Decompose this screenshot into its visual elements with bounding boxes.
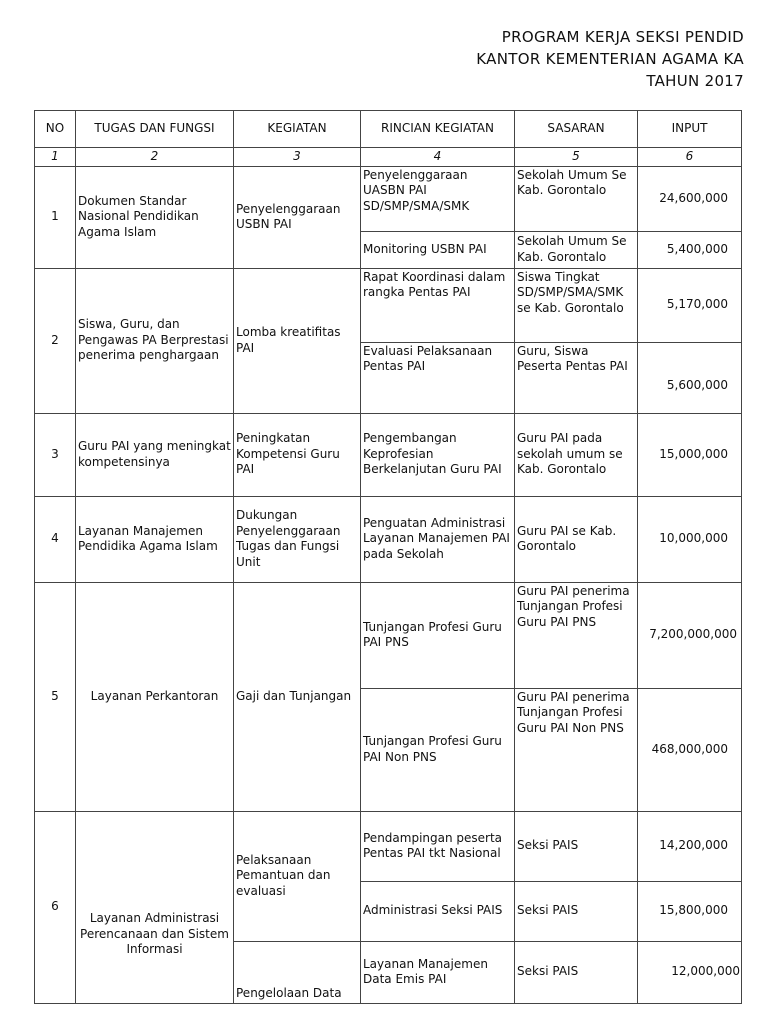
rincian-cell: Pengembangan Keprofesian Berkelanjutan Guru PAI	[361, 413, 515, 496]
table-row	[35, 582, 742, 688]
rincian-cell: Administrasi Seksi PAIS	[361, 881, 515, 941]
column-number: 2	[76, 148, 234, 167]
sasaran-cell: Guru PAI penerima Tunjangan Profesi Guru PAI Non PNS	[515, 688, 638, 811]
row-number: 6	[35, 811, 76, 1003]
column-number: 3	[234, 148, 361, 167]
rincian-cell: Penguatan Administrasi Layanan Manajemen PAI pada Sekolah	[361, 496, 515, 582]
sasaran-cell: Seksi PAIS	[515, 941, 638, 1003]
column-header-kegiatan: KEGIATAN	[234, 111, 361, 148]
table-row	[35, 413, 742, 496]
input-cell: 5,170,000	[638, 268, 742, 342]
sasaran-cell: Guru PAI pada sekolah umum se Kab. Gorontalo	[515, 413, 638, 496]
kegiatan-cell: Penyelenggaraan USBN PAI	[234, 166, 361, 268]
column-header-tugas: TUGAS DAN FUNGSI	[76, 111, 234, 148]
rincian-cell: Monitoring USBN PAI	[361, 231, 515, 268]
work-program-table	[34, 110, 742, 1004]
column-number: 4	[361, 148, 515, 167]
column-number-row	[35, 148, 742, 167]
input-cell: 10,000,000	[638, 496, 742, 582]
input-cell: 12,000,000	[638, 941, 742, 1003]
row-number: 1	[35, 166, 76, 268]
row-number: 5	[35, 582, 76, 811]
sasaran-cell: Guru, Siswa Peserta Pentas PAI	[515, 342, 638, 413]
input-cell: 5,400,000	[638, 231, 742, 268]
sasaran-cell: Sekolah Umum Se Kab. Gorontalo	[515, 231, 638, 268]
kegiatan-cell: Pelaksanaan Pemantuan dan evaluasi	[234, 811, 361, 941]
kegiatan-cell: Peningkatan Kompetensi Guru PAI	[234, 413, 361, 496]
row-number: 3	[35, 413, 76, 496]
input-cell: 15,800,000	[638, 881, 742, 941]
document-title	[0, 26, 744, 92]
input-cell: 5,600,000	[638, 342, 742, 413]
input-cell: 14,200,000	[638, 811, 742, 881]
column-number: 5	[515, 148, 638, 167]
input-cell: 468,000,000	[638, 688, 742, 811]
rincian-cell: Tunjangan Profesi Guru PAI PNS	[361, 582, 515, 688]
kegiatan-cell: Gaji dan Tunjangan	[234, 582, 361, 811]
column-header-input: INPUT	[638, 111, 742, 148]
tugas-fungsi-cell: Guru PAI yang meningkat kompetensinya	[76, 413, 234, 496]
kegiatan-cell: Dukungan Penyelenggaraan Tugas dan Fungsi Unit	[234, 496, 361, 582]
rincian-cell: Penyelenggaraan UASBN PAI SD/SMP/SMA/SMK	[361, 166, 515, 231]
rincian-cell: Tunjangan Profesi Guru PAI Non PNS	[361, 688, 515, 811]
tugas-fungsi-cell: Layanan Manajemen Pendidika Agama Islam	[76, 496, 234, 582]
table-row	[35, 811, 742, 881]
table-row	[35, 268, 742, 342]
rincian-cell: Pendampingan peserta Pentas PAI tkt Nasional	[361, 811, 515, 881]
title-line-1: PROGRAM KERJA SEKSI PENDID	[501, 28, 744, 46]
rincian-cell: Layanan Manajemen Data Emis PAI	[361, 941, 515, 1003]
title-line-2: KANTOR KEMENTERIAN AGAMA KA	[476, 50, 744, 68]
input-cell: 15,000,000	[638, 413, 742, 496]
table-header-row	[35, 111, 742, 148]
input-cell: 24,600,000	[638, 166, 742, 231]
table-row	[35, 166, 742, 231]
column-header-rincian: RINCIAN KEGIATAN	[361, 111, 515, 148]
row-number: 4	[35, 496, 76, 582]
tugas-fungsi-cell: Dokumen Standar Nasional Pendidikan Agama Islam	[76, 166, 234, 268]
rincian-cell: Evaluasi Pelaksanaan Pentas PAI	[361, 342, 515, 413]
tugas-fungsi-cell: Layanan Administrasi Perencanaan dan Sistem Informasi	[76, 811, 234, 1003]
column-header-no: NO	[35, 111, 76, 148]
input-cell: 7,200,000,000	[638, 582, 742, 688]
table-row	[35, 496, 742, 582]
sasaran-cell: Siswa Tingkat SD/SMP/SMA/SMK se Kab. Gorontalo	[515, 268, 638, 342]
sasaran-cell: Seksi PAIS	[515, 881, 638, 941]
column-number: 6	[638, 148, 742, 167]
column-number: 1	[35, 148, 76, 167]
title-line-3: TAHUN 2017	[646, 72, 744, 90]
tugas-fungsi-cell: Layanan Perkantoran	[76, 582, 234, 811]
sasaran-cell: Seksi PAIS	[515, 811, 638, 881]
sasaran-cell: Guru PAI se Kab. Gorontalo	[515, 496, 638, 582]
sasaran-cell: Sekolah Umum Se Kab. Gorontalo	[515, 166, 638, 231]
rincian-cell: Rapat Koordinasi dalam rangka Pentas PAI	[361, 268, 515, 342]
tugas-fungsi-cell: Siswa, Guru, dan Pengawas PA Berprestasi penerima penghargaan	[76, 268, 234, 413]
kegiatan-cell: Lomba kreatifitas PAI	[234, 268, 361, 413]
kegiatan-cell: Pengelolaan Data	[234, 941, 361, 1003]
row-number: 2	[35, 268, 76, 413]
column-header-sasaran: SASARAN	[515, 111, 638, 148]
sasaran-cell: Guru PAI penerima Tunjangan Profesi Guru PAI PNS	[515, 582, 638, 688]
